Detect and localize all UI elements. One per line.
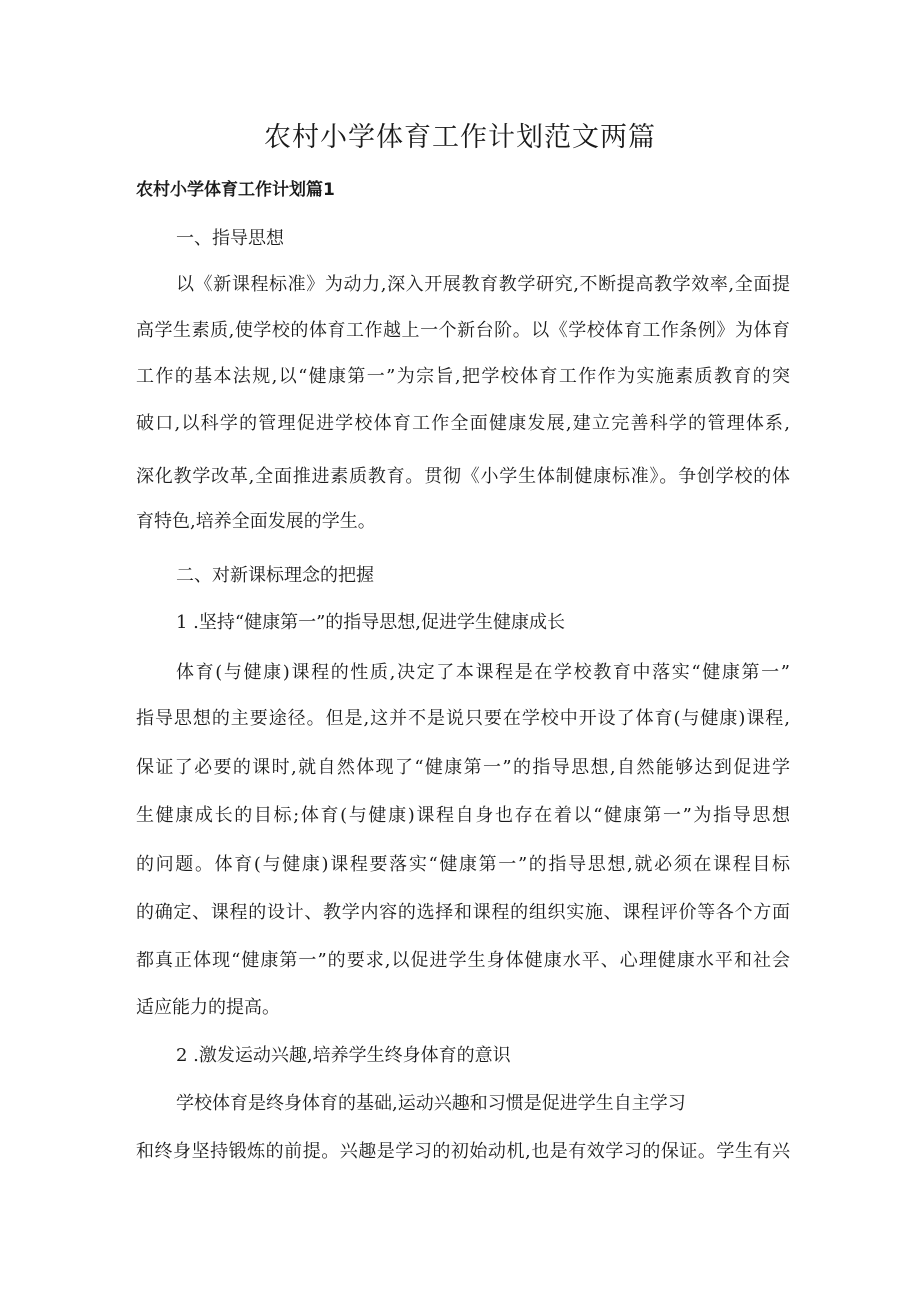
paragraph-line: 破口,以科学的管理促进学校体育工作全面健康发展,建立完善科学的管理体系, — [136, 413, 790, 434]
paragraph-line: 保证了必要的课时,就自然体现了“健康第一”的指导思想,自然能够达到促进学 — [136, 757, 790, 778]
paragraph-line: 都真正体现“健康第一”的要求,以促进学生身体健康水平、心理健康水平和社会 — [136, 950, 790, 971]
paragraph-line: 高学生素质,使学校的体育工作越上一个新台阶。以《学校体育工作条例》为体育 — [136, 320, 790, 341]
document-title: 农村小学体育工作计划范文两篇 — [264, 122, 656, 153]
paragraph-line: 的确定、课程的设计、教学内容的选择和课程的组织实施、课程评价等各个方面 — [136, 902, 790, 923]
paragraph-line: 和终身坚持锻炼的前提。兴趣是学习的初始动机,也是有效学习的保证。学生有兴 — [136, 1141, 790, 1162]
subheading-sports-interest: 2 .激发运动兴趣,培养学生终身体育的意识 — [176, 1045, 511, 1066]
paragraph-line: 深化教学改革,全面推进素质教育。贯彻《小学生体制健康标准》。争创学校的体 — [136, 466, 790, 487]
subheading-health-first: 1 .坚持“健康第一”的指导思想,促进学生健康成长 — [176, 612, 566, 633]
heading-guiding-ideology: 一、指导思想 — [176, 228, 284, 249]
paragraph-line: 指导思想的主要途径。但是,这并不是说只要在学校中开设了体育(与健康)课程, — [136, 708, 790, 729]
paragraph-line: 工作的基本法规,以“健康第一”为宗旨,把学校体育工作作为实施素质教育的突 — [136, 366, 790, 387]
paragraph-line: 生健康成长的目标;体育(与健康)课程自身也存在着以“健康第一”为指导思想 — [136, 805, 790, 826]
paragraph-line: 以《新课程标准》为动力,深入开展教育教学研究,不断提高教学效率,全面提 — [176, 274, 790, 295]
paragraph-line: 适应能力的提高。 — [136, 997, 280, 1018]
section-heading: 农村小学体育工作计划篇1 — [136, 180, 335, 200]
paragraph-line: 育特色,培养全面发展的学生。 — [136, 511, 376, 532]
heading-new-curriculum: 二、对新课标理念的把握 — [176, 565, 374, 586]
paragraph-line: 学校体育是终身体育的基础,运动兴趣和习惯是促进学生自主学习 — [176, 1093, 686, 1114]
paragraph-line: 体育(与健康)课程的性质,决定了本课程是在学校教育中落实“健康第一” — [176, 662, 790, 683]
paragraph-line: 的问题。体育(与健康)课程要落实“健康第一”的指导思想,就必须在课程目标 — [136, 854, 790, 875]
